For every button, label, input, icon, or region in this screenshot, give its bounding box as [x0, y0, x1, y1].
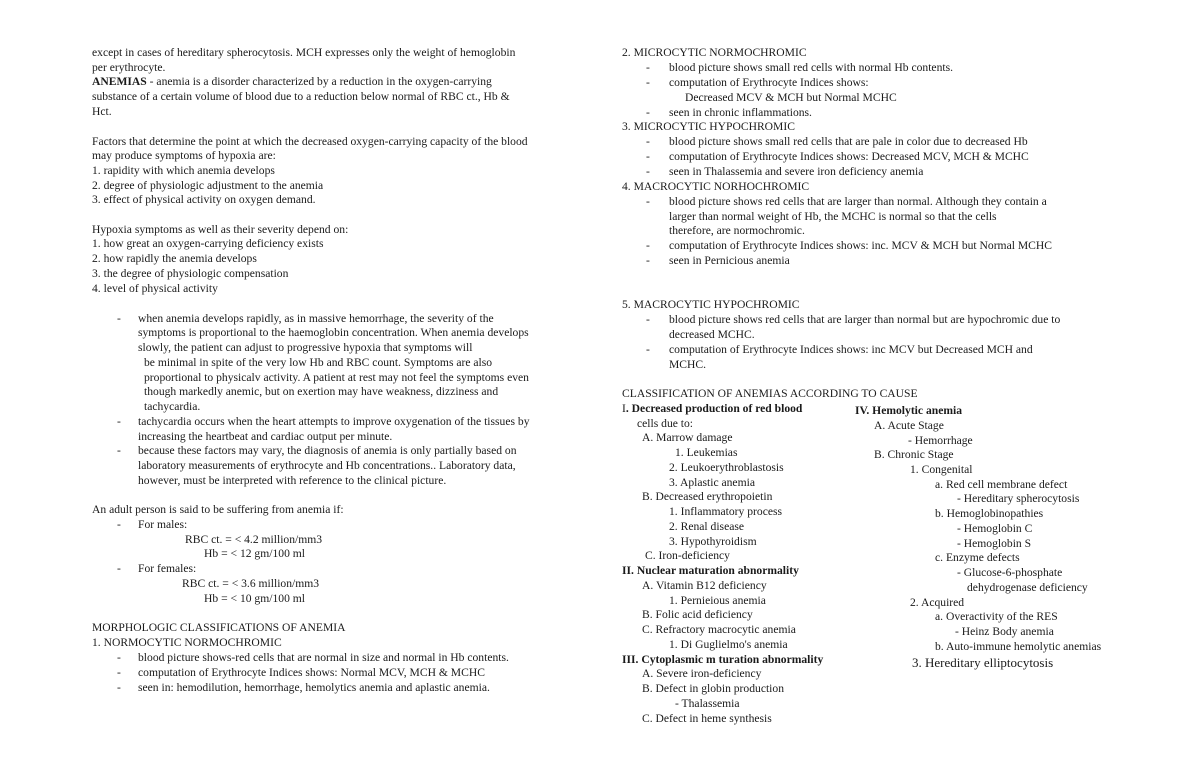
list-item: c. Enzyme defects [935, 551, 1020, 564]
list-item: blood picture shows small red cells with normal Hb contents. [669, 61, 953, 74]
cause-ii-heading: II. Nuclear maturation abnormality [622, 564, 799, 577]
list-item: B. Decreased erythropoietin [642, 490, 773, 503]
list-item: b. Auto-immune hemolytic anemias [935, 640, 1102, 653]
text-line: therefore, are normochromic. [669, 224, 805, 237]
subsection-heading: 2. MICROCYTIC NORMOCHROMIC [622, 46, 807, 59]
list-item: A. Severe iron-deficiency [642, 667, 762, 680]
cause-i-heading [622, 402, 802, 416]
list-item: - Hemoglobin C [957, 522, 1033, 535]
list-item: - Hereditary spherocytosis [957, 492, 1080, 505]
list-item: 2. Renal disease [669, 520, 745, 533]
list-item: 2. degree of physiologic adjustment to the anemia [92, 179, 324, 192]
bullet-dash: - [646, 254, 650, 267]
text-line: however, must be interpreted with reference to the clinical picture. [138, 474, 447, 487]
bullet-dash: - [117, 518, 121, 531]
anemias-term: ANEMIAS [92, 75, 147, 88]
section-heading: MORPHOLOGIC CLASSIFICATIONS OF ANEMIA [92, 621, 346, 634]
list-item: 3. Hypothyroidism [669, 535, 757, 548]
bullet-dash: - [117, 562, 121, 575]
list-item: 1. rapidity with which anemia develops [92, 164, 275, 177]
text-line: because these factors may vary, the diagnosis of anemia is only partially based on [138, 444, 517, 457]
males-label: For males: [138, 518, 188, 531]
list-item: 2. how rapidly the anemia develops [92, 252, 257, 265]
list-item: B. Defect in globin production [642, 682, 784, 695]
list-item: C. Refractory macrocytic anemia [642, 623, 796, 636]
list-item: seen in: hemodilution, hemorrhage, hemolytics anemia and aplastic anemia. [138, 681, 490, 694]
text-line: though markedly anemic, but on exertion may have weakness, dizziness and [144, 385, 499, 398]
text-line: - anemia is a disorder characterized by a reduction in the oxygen-carrying [146, 75, 492, 88]
list-item: computation of Erythrocyte Indices shows: Decreased MCV, MCH & MCHC [669, 150, 1029, 163]
text-line: blood picture shows red cells that are larger than normal but are hypochromic due to [669, 313, 1061, 326]
text-line: substance of a certain volume of blood due to a reduction below normal of RBC ct., Hb & [92, 90, 510, 103]
text-line: increasing the heartbeat and cardiac output per minute. [138, 430, 393, 443]
bullet-dash: - [646, 150, 650, 163]
anemias-definition [92, 75, 492, 89]
list-item: - Hemorrhage [908, 434, 973, 447]
list-item: Decreased MCV & MCH but Normal MCHC [685, 91, 897, 104]
list-item: - Glucose-6-phosphate [957, 566, 1063, 579]
list-item: C. Iron-deficiency [645, 549, 730, 562]
text-line: cells due to: [637, 417, 694, 430]
list-item: b. Hemoglobinopathies [935, 507, 1044, 520]
list-item: 2. Acquired [910, 596, 965, 609]
text-line: Hct. [92, 105, 112, 118]
list-item: 3. the degree of physiologic compensation [92, 267, 289, 280]
list-item: 1. how great an oxygen-carrying deficiency exists [92, 237, 324, 250]
text-line: decreased MCHC. [669, 328, 755, 341]
list-item: - Thalassemia [675, 697, 740, 710]
bullet-dash: - [646, 135, 650, 148]
text-line: may produce symptoms of hypoxia are: [92, 149, 276, 162]
list-item: 3. Hereditary elliptocytosis [912, 655, 1054, 670]
list-item: 4. level of physical activity [92, 282, 218, 295]
list-item: A. Acute Stage [874, 419, 944, 432]
list-item: 1. Congenital [910, 463, 973, 476]
text-line: tachycardia. [144, 400, 201, 413]
text-line: MCHC. [669, 358, 707, 371]
list-item: computation of Erythrocyte Indices shows: inc. MCV & MCH but Normal MCHC [669, 239, 1052, 252]
cause-i-title: . Decreased production of red blood [625, 402, 803, 415]
text-line: symptoms is proportional to the haemoglobin concentration. When anemia develops [138, 326, 529, 339]
text-line: An adult person is said to be suffering from anemia if: [92, 503, 344, 516]
bullet-dash: - [646, 195, 650, 208]
females-rbc: RBC ct. = < 3.6 million/mm3 [182, 577, 320, 590]
bullet-dash: - [646, 61, 650, 74]
text-line: slowly, the patient can adjust to progressive hypoxia that symptoms will [138, 341, 473, 354]
list-item: computation of Erythrocyte Indices shows: [669, 76, 869, 89]
list-item: 3. effect of physical activity on oxygen demand. [92, 193, 316, 206]
bullet-dash: - [646, 343, 650, 356]
section-heading: CLASSIFICATION OF ANEMIAS ACCORDING TO CAUSE [622, 387, 918, 400]
males-rbc: RBC ct. = < 4.2 million/mm3 [185, 533, 323, 546]
text-line: be minimal in spite of the very low Hb and RBC count. Symptoms are also [144, 356, 493, 369]
list-item: a. Red cell membrane defect [935, 478, 1068, 491]
list-item: seen in chronic inflammations. [669, 106, 812, 119]
cause-i-number: I [622, 402, 626, 415]
list-item: 1. Di Guglielmo's anemia [669, 638, 788, 651]
list-item: seen in Thalassemia and severe iron deficiency anemia [669, 165, 924, 178]
list-item: C. Defect in heme synthesis [642, 712, 772, 725]
text-line: blood picture shows red cells that are larger than normal. Although they contain a [669, 195, 1047, 208]
list-item: A. Marrow damage [642, 431, 733, 444]
subsection-heading: 5. MACROCYTIC HYPOCHROMIC [622, 298, 800, 311]
text-line: when anemia develops rapidly, as in massive hemorrhage, the severity of the [138, 312, 494, 325]
bullet-dash: - [646, 313, 650, 326]
females-label: For females: [138, 562, 197, 575]
list-item: B. Folic acid deficiency [642, 608, 753, 621]
list-item: 1. Leukemias [675, 446, 738, 459]
list-item: blood picture shows-red cells that are normal in size and normal in Hb contents. [138, 651, 509, 664]
bullet-dash: - [117, 312, 121, 325]
bullet-dash: - [646, 239, 650, 252]
bullet-dash: - [117, 651, 121, 664]
list-item: seen in Pernicious anemia [669, 254, 790, 267]
bullet-dash: - [117, 444, 121, 457]
bullet-dash: - [646, 76, 650, 89]
cause-iii-heading: III. Cytoplasmic m turation abnormality [622, 653, 824, 666]
list-item: 1. Inflammatory process [669, 505, 783, 518]
list-item: 2. Leukoerythroblastosis [669, 461, 784, 474]
list-item: computation of Erythrocyte Indices shows: Normal MCV, MCH & MCHC [138, 666, 485, 679]
bullet-dash: - [117, 415, 121, 428]
list-item: dehydrogenase deficiency [967, 581, 1088, 594]
list-item: blood picture shows small red cells that are pale in color due to decreased Hb [669, 135, 1028, 148]
text-line: except in cases of hereditary spherocytosis. MCH expresses only the weight of hemoglobin [92, 46, 516, 59]
males-hb: Hb = < 12 gm/100 ml [204, 547, 305, 560]
text-line: tachycardia occurs when the heart attempts to improve oxygenation of the tissues by [138, 415, 530, 428]
list-item: a. Overactivity of the RES [935, 610, 1058, 623]
bullet-dash: - [117, 681, 121, 694]
text-line: proportional to physicalv activity. A patient at rest may not feel the symptoms even [144, 371, 529, 384]
cause-iv-heading: IV. Hemolytic anemia [855, 404, 963, 417]
list-item: B. Chronic Stage [874, 448, 954, 461]
text-line: Factors that determine the point at which the decreased oxygen-carrying capacity of the blood [92, 135, 528, 148]
subsection-heading: 1. NORMOCYTIC NORMOCHROMIC [92, 636, 282, 649]
text-line: computation of Erythrocyte Indices shows: inc MCV but Decreased MCH and [669, 343, 1033, 356]
bullet-dash: - [646, 106, 650, 119]
females-hb: Hb = < 10 gm/100 ml [204, 592, 305, 605]
text-line: laboratory measurements of erythrocyte and Hb concentrations.. Laboratory data, [138, 459, 516, 472]
subsection-heading: 4. MACROCYTIC NORHOCHROMIC [622, 180, 810, 193]
list-item: A. Vitamin B12 deficiency [642, 579, 767, 592]
list-item: - Hemoglobin S [957, 537, 1032, 550]
text-line: per erythrocyte. [92, 61, 166, 74]
text-line: Hypoxia symptoms as well as their severity depend on: [92, 223, 349, 236]
subsection-heading: 3. MICROCYTIC HYPOCHROMIC [622, 120, 795, 133]
bullet-dash: - [646, 165, 650, 178]
bullet-dash: - [117, 666, 121, 679]
list-item: - Heinz Body anemia [955, 625, 1054, 638]
text-line: larger than normal weight of Hb, the MCHC is normal so that the cells [669, 210, 997, 223]
list-item: 1. Pernieious anemia [669, 594, 766, 607]
list-item: 3. Aplastic anemia [669, 476, 755, 489]
